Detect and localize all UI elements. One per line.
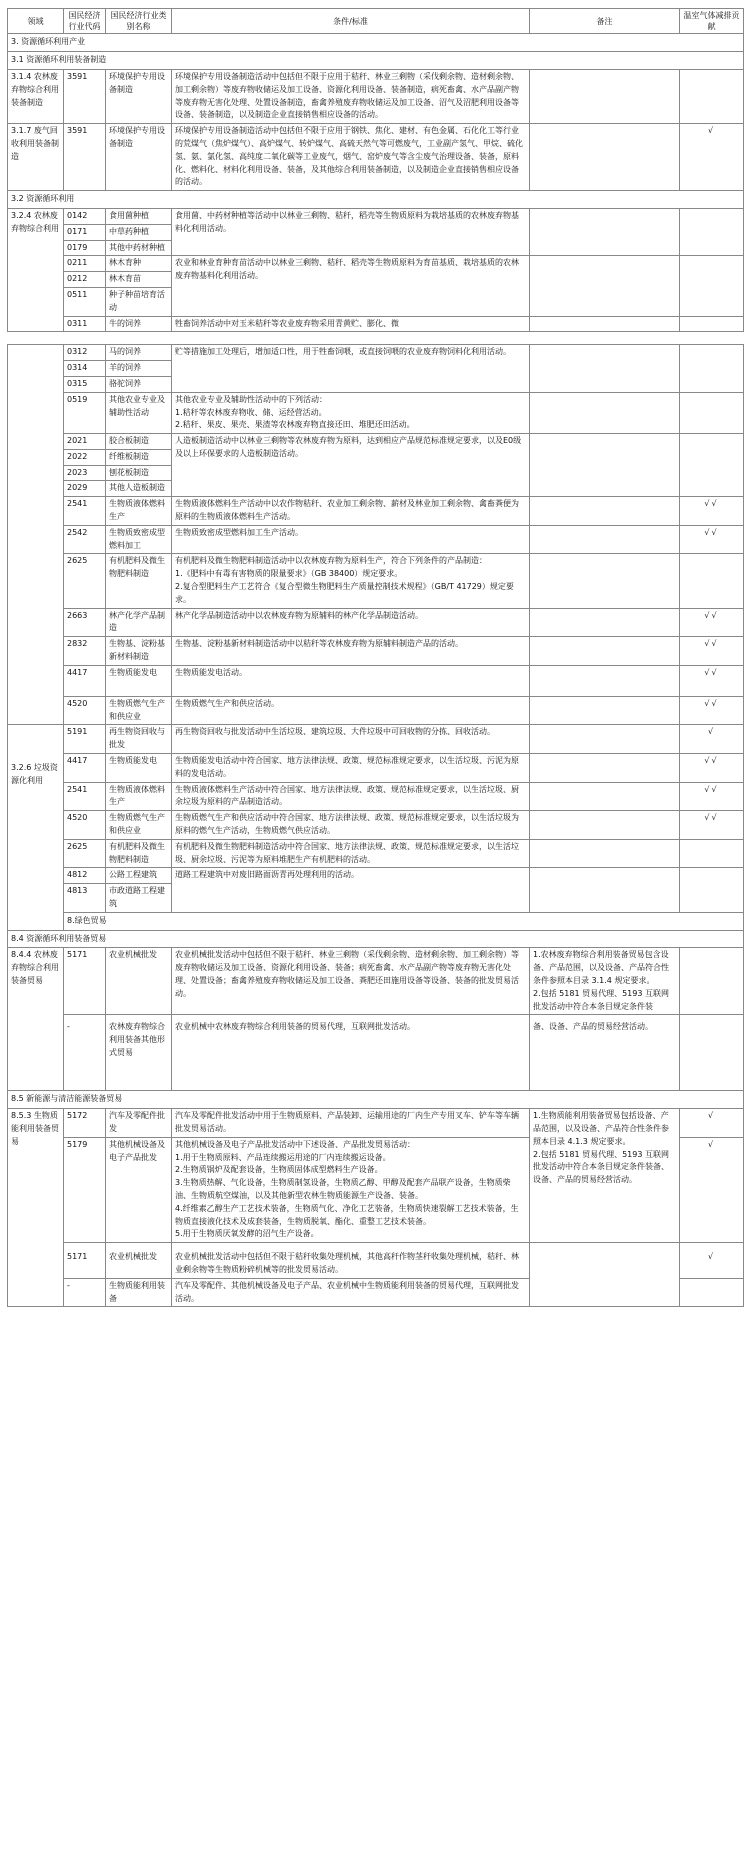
table-row [8,392,744,433]
catalog-table-garbage [7,724,744,930]
ghg-cell [680,392,744,433]
ghg-cell: √√ [680,811,744,840]
condition-cell: 生物质能发电活动中符合国家、地方法律法规、政策、规范标准规定要求，以生活垃圾、污泥为原料的发电活动。 [172,754,530,783]
note-cell [530,554,680,608]
code-cell: 2625 [64,554,106,608]
table-row [8,256,744,272]
condition-cell: 汽车及零配件、其他机械设备及电子产品、农业机械中生物质能利用装备的贸易代理，互联网批发活动。 [172,1278,530,1307]
condition-cell: 生物质能发电活动。 [172,665,530,696]
condition-cell: 农业机械批发活动中包括但不限于秸秆、林业三剩物（采伐剩余物、造材剩余物、加工剩余物）等废弃物收储运及加工设备、资源化利用设备、装备；病死畜禽、水产品副产物等废弃物无害化处理、处置设备；畜禽养殖废弃物收储运及加工设备、粪肥还田施用设备等设备、装备的批发贸易活动。 [172,948,530,1015]
table-row [8,839,744,868]
ghg-cell: √ [680,124,744,191]
ghg-cell: √√ [680,696,744,725]
category-cell: 林木育苗 [106,272,172,288]
category-cell: 纤维板制造 [106,449,172,465]
section-row: 8.5 新能源与清洁能源装备贸易 [8,1091,744,1109]
ghg-cell [680,256,744,316]
catalog-table-trade [7,930,744,1308]
note-line: 2.包括 5181 贸易代理、5193 互联网批发活动中符合本条目规定条件装备、设备、产品的贸易经营活动。 [533,1149,669,1185]
code-cell: 2832 [64,637,106,666]
section-row: 8.绿色贸易 [8,912,744,930]
table-row [8,1109,744,1138]
category-cell: 其他机械设备及电子产品批发 [106,1137,172,1242]
category-cell: 种子种苗培育活动 [106,287,172,316]
code-cell: 4812 [64,868,106,884]
condition-cell: 汽车及零配件批发活动中用于生物质原料、产品装卸、运输用途的厂内生产专用叉车、铲车等车辆批发贸易活动。 [172,1109,530,1138]
ghg-cell [680,868,744,912]
category-cell: 林木育种 [106,256,172,272]
table-row [8,525,744,554]
note-cell [530,868,680,912]
condition-cell: 再生物资回收与批发活动中生活垃圾、建筑垃圾、大件垃圾中可回收物的分拣、回收活动。 [172,725,530,754]
note-line: 1.农林废弃物综合利用装备贸易包含设备、产品范围，以及设备、产品符合性条件参照本目录 3.1.4 规定要求。 [533,950,669,985]
code-cell: 5179 [64,1137,106,1242]
code-cell: 2663 [64,608,106,637]
condition-cell: 农业和林业育种育苗活动中以林业三剩物、秸秆、稻壳等生物质原料为育苗基质、栽培基质的农林废弃物基料化利用活动。 [172,256,530,316]
header-code: 国民经济行业代码 [64,9,106,34]
code-cell: 2625 [64,839,106,868]
condition-line: 2.生物质锅炉及配套设备，生物质固体成型燃料生产设备。 [175,1165,383,1175]
ghg-cell: √√ [680,525,744,554]
note-line: 2.包括 5181 贸易代理、5193 互联网批发活动中符合本条目规定条件装 [533,988,669,1011]
note-cell [530,811,680,840]
condition-cell [172,1137,530,1242]
condition-line: 1.用于生物质原料、产品连续搬运用途的厂内连续搬运设备。 [175,1152,391,1162]
category-cell: 生物质能利用装备 [106,1278,172,1307]
header-category: 国民经济行业类别名称 [106,9,172,34]
section-row: 3.1 资源循环利用装备制造 [8,52,744,70]
condition-line: 其他农业专业及辅助性活动中的下列活动： [175,394,327,404]
code-cell: 0142 [64,208,106,224]
category-cell: 食用菌种植 [106,208,172,224]
code-cell: 0314 [64,361,106,377]
code-cell: - [64,1015,106,1091]
condition-cell: 道路工程建筑中对废旧路面沥青再处理利用的活动。 [172,868,530,912]
condition-cell: 生物质燃气生产和供应活动。 [172,696,530,725]
category-cell: 牛的饲养 [106,316,172,332]
table-row [8,782,744,811]
table-row [8,665,744,696]
note-cell [530,948,680,1015]
ghg-cell: √ [680,1137,744,1242]
note-cell [530,637,680,666]
code-cell: 2541 [64,497,106,526]
code-cell: 2542 [64,525,106,554]
condition-cell: 生物基、淀粉基新材料制造活动中以秸秆等农林废弃物为原辅料制造产品的活动。 [172,637,530,666]
ghg-cell: √ [680,1243,744,1279]
ghg-cell [680,69,744,123]
table-row [8,811,744,840]
table-row [8,868,744,884]
code-cell: 2029 [64,481,106,497]
category-cell: 林产化学产品制造 [106,608,172,637]
category-cell: 生物质能发电 [106,754,172,783]
note-cell [530,665,680,696]
condition-cell: 贮等措施加工处理后，增加适口性，用于牲畜饲喂，或直接饲喂的农业废弃物饲料化利用活动。 [172,345,530,392]
category-cell: 生物质燃气生产和供应业 [106,811,172,840]
note-cell [530,392,680,433]
ghg-cell: √√ [680,608,744,637]
code-cell: 0315 [64,376,106,392]
category-cell: 其他农业专业及辅助性活动 [106,392,172,433]
ghg-cell [680,1015,744,1091]
note-cell [530,208,680,255]
condition-cell [172,392,530,433]
note-cell [530,124,680,191]
ghg-cell [680,345,744,392]
table-row [8,345,744,361]
note-cell [530,754,680,783]
note-cell [530,1109,680,1243]
code-cell: 2021 [64,434,106,450]
category-cell: 环境保护专用设备制造 [106,69,172,123]
code-cell: 0311 [64,316,106,332]
code-cell: 3591 [64,124,106,191]
code-cell: 4813 [64,884,106,913]
note-cell [530,839,680,868]
category-cell: 生物质液体燃料生产 [106,497,172,526]
category-cell: 生物质能发电 [106,665,172,696]
code-cell: 0179 [64,240,106,256]
category-cell: 公路工程建筑 [106,868,172,884]
header-field: 领域 [8,9,64,34]
condition-cell: 林产化学品制造活动中以农林废弃物为原辅料的林产化学品制造活动。 [172,608,530,637]
category-cell: 其他人造板制造 [106,481,172,497]
table-row [8,948,744,1015]
field-cell: 3.1.7 废气回收利用装备制造 [8,124,64,191]
header-note: 备注 [530,9,680,34]
category-cell: 其他中药材种植 [106,240,172,256]
field-cell: 3.2.4 农林废弃物综合利用 [8,208,64,331]
code-cell: 0212 [64,272,106,288]
condition-line: 1.《肥料中有毒有害物质的限量要求》（GB 38400）规定要求。 [175,569,403,579]
condition-cell: 人造板制造活动中以林业三剩物等农林废弃物为原料，达到相应产品规范标准规定要求，以及E0级及以上环保要求的人造板制造活动。 [172,434,530,497]
table-header-row [8,9,744,34]
table-row [8,434,744,450]
condition-line: 1.秸秆等农林废弃物收、储、运经营活动。 [175,407,327,417]
category-cell: 马的饲养 [106,345,172,361]
condition-line: 3.生物质热解、气化设备，生物质制氢设备，生物质乙醇、甲醇及配套产品联产设备，生物质柴油、生物质航空煤油，以及其他新型农林生物质能源生产设备、装备。 [175,1178,511,1200]
category-cell: 农业机械批发 [106,948,172,1015]
category-cell: 刨花板制造 [106,465,172,481]
note-cell [530,316,680,332]
field-cell: 8.4.4 农林废弃物综合利用装备贸易 [8,948,64,1091]
code-cell: 2541 [64,782,106,811]
condition-cell: 有机肥料及微生物肥料制造活动中符合国家、地方法律法规、政策、规范标准规定要求，以生活垃圾、厨余垃圾、污泥等为原料堆肥生产有机肥料的活动。 [172,839,530,868]
condition-cell: 生物质液体燃料生产活动中符合国家、地方法律法规、政策、规范标准规定要求，以生活垃圾、厨余垃圾为原料的产品制造活动。 [172,782,530,811]
category-cell: 中草药种植 [106,224,172,240]
note-cell [530,782,680,811]
code-cell: 3591 [64,69,106,123]
ghg-cell: √√ [680,782,744,811]
category-cell: 有机肥料及微生物肥料制造 [106,554,172,608]
condition-line: 其他机械设备及电子产品批发活动中下述设备、产品批发贸易活动： [175,1139,415,1149]
code-cell: - [64,1278,106,1307]
catalog-table-continued [7,344,744,725]
condition-line: 有机肥料及微生物肥料制造活动中以农林废弃物为原料生产，符合下列条件的产品制造： [175,556,487,566]
table-row [8,725,744,754]
condition-cell: 牲畜饲养活动中对玉米秸秆等农业废弃物采用青黄贮、膨化、微 [172,316,530,332]
category-cell: 有机肥料及微生物肥料制造 [106,839,172,868]
table-row [8,124,744,191]
category-cell: 生物质致密成型燃料加工 [106,525,172,554]
category-cell: 生物质液体燃料生产 [106,782,172,811]
ghg-cell [680,948,744,1015]
ghg-cell: √√ [680,637,744,666]
category-cell: 再生物资回收与批发 [106,725,172,754]
ghg-cell: √√ [680,665,744,696]
condition-cell: 食用菌、中药材种植等活动中以林业三剩物、秸秆，稻壳等生物质原料为栽培基质的农林废弃物基料化利用活动。 [172,208,530,255]
table-row [8,1015,744,1091]
category-cell: 市政道路工程建筑 [106,884,172,913]
table-row [8,754,744,783]
catalog-table [7,8,744,332]
note-cell: 备、设备、产品的贸易经营活动。 [530,1015,680,1091]
table-row [8,1243,744,1279]
ghg-cell: √√ [680,754,744,783]
ghg-cell [680,554,744,608]
table-row [8,316,744,332]
condition-line: 5.用于生物质厌氧发酵的沼气生产设备。 [175,1229,319,1239]
code-cell: 5172 [64,1109,106,1138]
category-cell: 汽车及零配件批发 [106,1109,172,1138]
note-cell [530,69,680,123]
code-cell: 4417 [64,665,106,696]
category-cell: 农林废弃物综合利用装备其他形式贸易 [106,1015,172,1091]
code-cell: 4417 [64,754,106,783]
note-cell [530,345,680,392]
condition-cell: 生物质燃气生产和供应活动中符合国家、地方法律法规、政策、规范标准规定要求，以生活垃圾为原料的燃气生产活动，生物质燃气供应活动。 [172,811,530,840]
field-cell [8,725,64,930]
note-cell [530,434,680,497]
ghg-cell [680,839,744,868]
code-cell: 0511 [64,287,106,316]
code-cell: 2023 [64,465,106,481]
ghg-cell: √ [680,725,744,754]
note-cell [530,256,680,316]
code-cell: 5171 [64,948,106,1015]
ghg-cell: √√ [680,497,744,526]
category-cell: 胶合板制造 [106,434,172,450]
condition-line: 4.纤维素乙醇生产工艺技术装备，生物质气化、净化工艺装备，生物质快速裂解工艺技术装备，生物质直接液化技术及成套装备，生物质脱氧、酯化、重整工艺技术装备。 [175,1203,519,1226]
header-ghg: 温室气体减排贡献 [680,9,744,34]
ghg-cell [680,316,744,332]
table-row [8,497,744,526]
condition-cell: 生物质液体燃料生产活动中以农作物秸秆、农业加工剩余物、薪材及林业加工剩余物、禽畜粪便为原料的生物质液体燃料生产活动。 [172,497,530,526]
condition-cell: 环境保护专用设备制造活动中包括但不限于应用于秸秆、林业三剩物（采伐剩余物、造材剩余物、加工剩余物）等废弃物收储运及加工设备、资源化利用设备、装备制造，病死畜禽、水产品副产物等废弃物无害化处理、处置设备制造，畜禽养殖废弃物收储运及加工设备、沼气及沼肥利用设备等设备、装备制造，以及制造企业直接销售相应设备的活动。 [172,69,530,123]
field-cell: 3.1.4 农林废弃物综合利用装备制造 [8,69,64,123]
condition-cell: 农业机械中农林废弃物综合利用装备的贸易代理，互联网批发活动。 [172,1015,530,1091]
condition-cell: 生物质致密成型燃料加工生产活动。 [172,525,530,554]
field-cell [8,345,64,725]
code-cell: 0312 [64,345,106,361]
table-row [8,554,744,608]
category-cell: 生物基、淀粉基新材料制造 [106,637,172,666]
page-break [7,332,743,344]
field-label: 3.2.6 垃圾资源化利用 [11,763,58,786]
note-cell [530,696,680,725]
note-cell [530,525,680,554]
category-cell: 农业机械批发 [106,1243,172,1279]
note-cell [530,608,680,637]
code-cell: 0519 [64,392,106,433]
section-row: 3.2 资源循环利用 [8,191,744,209]
category-cell: 羊的饲养 [106,361,172,377]
condition-cell: 环境保护专用设备制造活动中包括但不限于应用于钢铁、焦化、建材、有色金属、石化化工等行业的荒煤气（焦炉煤气）、高炉煤气、转炉煤气、高硫天然气等可燃废气，工业副产氢气、甲烷、硫化氢、氨、氯化氢、高纯度二氧化碳等工业废气，烟气、窑炉废气等含尘废气治理设备、装备，原料化、燃料化、材料化利用设备、装备，及其他综合利用装备制造，以及制造企业直接销售相应设备的活动。 [172,124,530,191]
header-condition: 条件/标准 [172,9,530,34]
category-cell: 骆驼饲养 [106,376,172,392]
document-page [7,0,743,1307]
code-cell: 4520 [64,811,106,840]
note-line: 1.生物质能利用装备贸易包括设备、产品范围，以及设备、产品符合性条件参照本目录 4.1.3 规定要求。 [533,1111,669,1146]
note-cell [530,725,680,754]
table-row [8,69,744,123]
note-cell [530,1243,680,1307]
condition-line: 2.秸秆、果皮、果壳、果渣等农林废弃物直接还田、堆肥还田活动。 [175,420,415,430]
ghg-cell: √ [680,1109,744,1138]
code-cell: 2022 [64,449,106,465]
table-row [8,696,744,725]
ghg-cell [680,1278,744,1307]
category-cell: 环境保护专用设备制造 [106,124,172,191]
code-cell: 0211 [64,256,106,272]
code-cell: 5191 [64,725,106,754]
condition-cell: 农业机械批发活动中包括但不限于秸秆收集处理机械，其他高秆作物茎秆收集处理机械，秸秆、林业剩余物等生物质粉碎机械等的批发贸易活动。 [172,1243,530,1279]
table-row [8,208,744,224]
code-cell: 4520 [64,696,106,725]
table-row [8,637,744,666]
section-row: 8.4 资源循环利用装备贸易 [8,930,744,948]
ghg-cell [680,434,744,497]
category-cell: 生物质燃气生产和供应业 [106,696,172,725]
note-cell [530,497,680,526]
code-cell: 5171 [64,1243,106,1279]
condition-line: 2.复合型肥料生产工艺符合《复合型微生物肥料生产质量控制技术规程》（GB/T 41729）规定要求。 [175,582,514,604]
ghg-cell [680,208,744,255]
field-cell: 8.5.3 生物质能利用装备贸易 [8,1109,64,1307]
condition-cell [172,554,530,608]
section-row: 3. 资源循环利用产业 [8,34,744,52]
table-row [8,608,744,637]
code-cell: 0171 [64,224,106,240]
